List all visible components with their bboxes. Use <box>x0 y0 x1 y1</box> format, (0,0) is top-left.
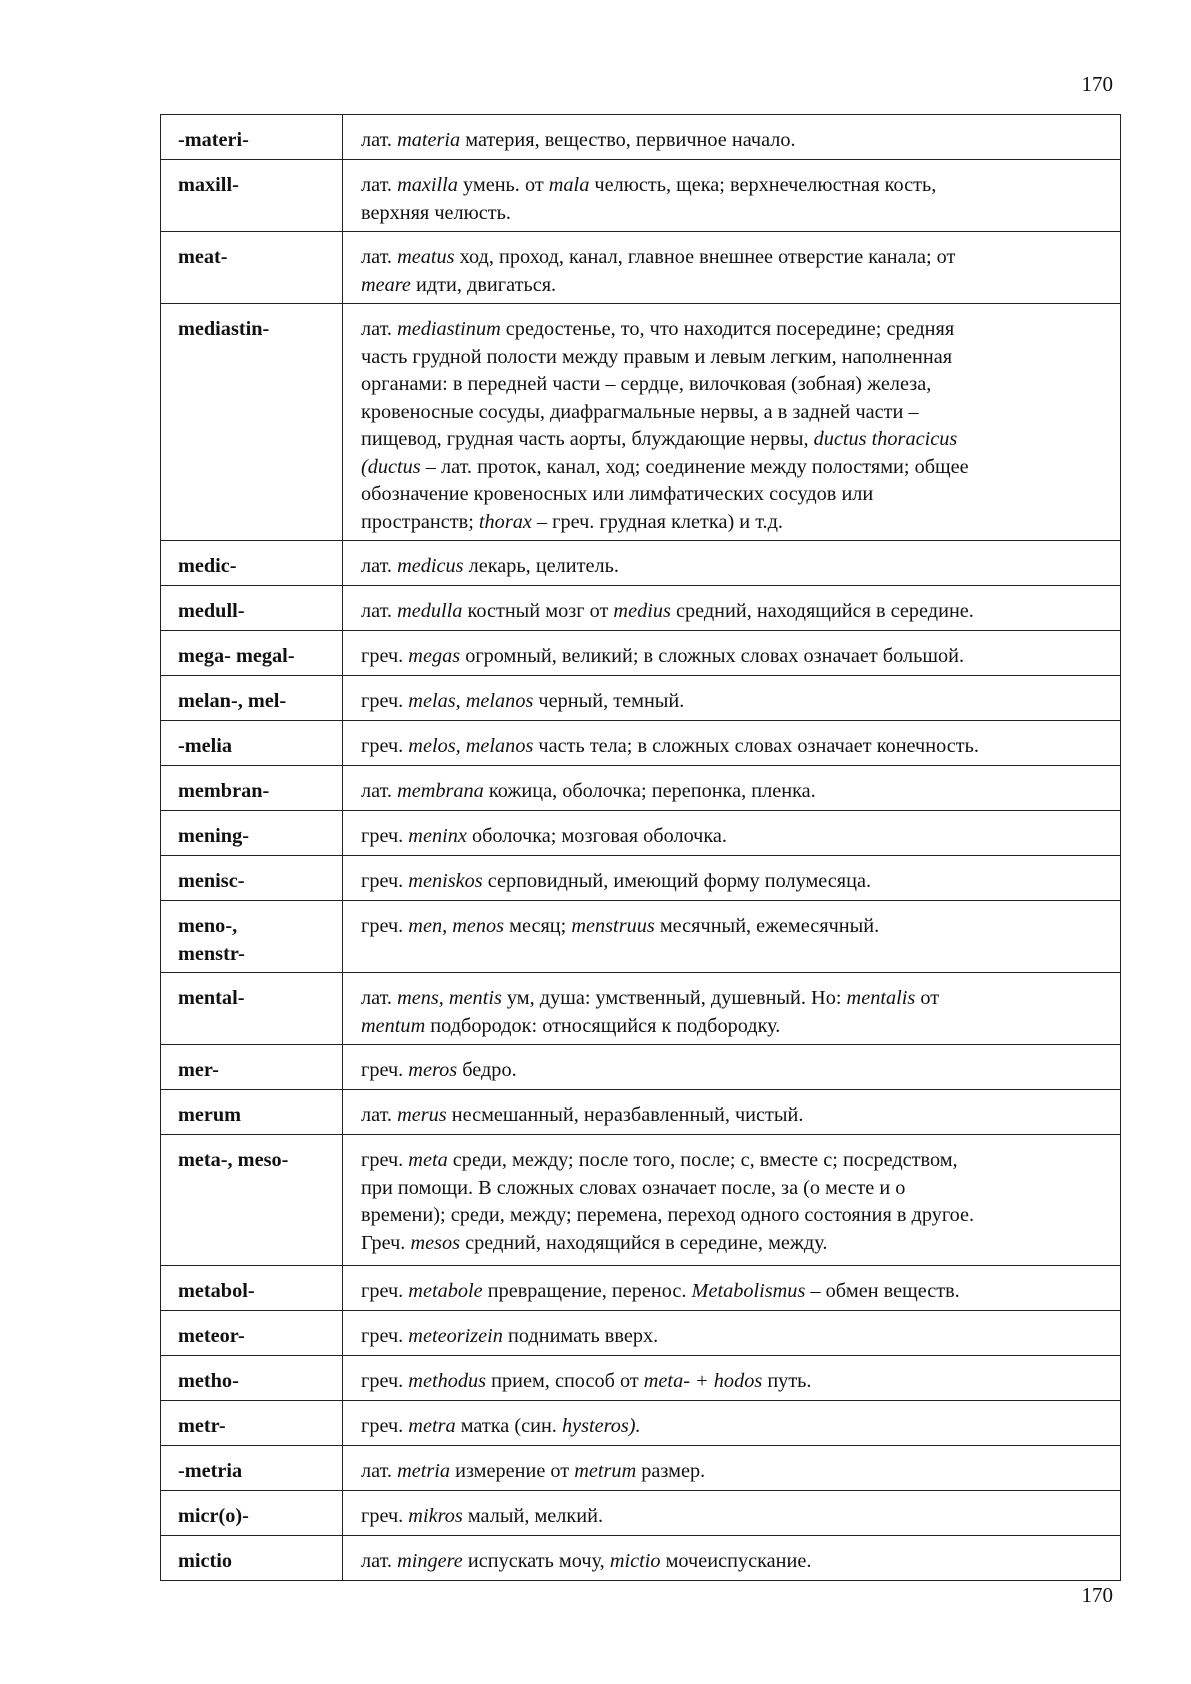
definition-text: месячный, ежемесячный. <box>654 915 880 937</box>
definition-text: Греч. <box>361 1231 411 1254</box>
latin-term: methodus <box>408 1370 487 1392</box>
definition-text: путь. <box>762 1370 812 1392</box>
definition-text: – греч. грудная клетка) и т.д. <box>531 510 783 533</box>
term-cell <box>161 1491 343 1536</box>
definition-text: бедро. <box>457 1059 517 1081</box>
definition-text: от <box>915 987 940 1009</box>
latin-term: meniskos <box>408 870 483 892</box>
table-row <box>161 304 1121 541</box>
definition-line <box>361 733 1116 761</box>
definition-line <box>361 344 1116 372</box>
table-row <box>161 1135 1121 1266</box>
definition-text: греч. <box>361 1415 409 1437</box>
definition-cell <box>343 973 1121 1045</box>
definition-text: челюсть, щека; верхнечелюстная кость, <box>589 174 937 196</box>
definition-cell <box>343 586 1121 631</box>
latin-term: mictio <box>609 1550 661 1572</box>
latin-term: men, menos <box>408 915 505 937</box>
definition-line <box>361 1458 1116 1486</box>
definition-cell <box>343 1491 1121 1536</box>
table-row <box>161 901 1121 973</box>
definition-text: огромный, великий; в сложных словах означает большой. <box>460 645 965 667</box>
latin-term: mens, mentis <box>397 987 502 1009</box>
definition-text: костный мозг от <box>462 600 614 622</box>
definition-text: среди, между; после того, после; с, вместе с; посредством, <box>447 1149 958 1171</box>
definition-text: идти, двигаться. <box>410 273 557 296</box>
definition-line <box>361 913 1116 941</box>
definition-text: превращение, перенос. <box>482 1280 692 1302</box>
term-cell <box>161 1311 343 1356</box>
term-cell <box>161 160 343 232</box>
term-text: -metria <box>178 1460 243 1482</box>
term-text: metr- <box>178 1415 226 1437</box>
term-cell <box>161 1401 343 1446</box>
term-text: meat- <box>178 246 228 268</box>
latin-term: ductus thoracicus <box>813 428 958 450</box>
term-text: metabol- <box>178 1280 255 1302</box>
definition-line <box>361 127 1116 155</box>
page-number-top: 170 <box>1081 72 1113 96</box>
term-cell <box>161 676 343 721</box>
term-text: micr(o)- <box>178 1505 249 1527</box>
definition-text: лат. <box>361 1104 398 1126</box>
definition-text: измерение от <box>450 1460 575 1482</box>
definition-line <box>361 1278 1116 1306</box>
page-number-bottom: 170 <box>1081 1583 1113 1607</box>
definition-cell <box>343 901 1121 973</box>
term-text: menisc- <box>178 870 245 892</box>
term-cell <box>161 1135 343 1266</box>
definition-text: испускать мочу, <box>462 1550 610 1572</box>
latin-term: hysteros). <box>561 1415 641 1437</box>
definition-text: малый, мелкий. <box>462 1505 604 1527</box>
table-row <box>161 1045 1121 1090</box>
table-row <box>161 811 1121 856</box>
latin-term: mentalis <box>846 987 916 1009</box>
definition-text: греч. <box>361 1370 409 1392</box>
definition-cell <box>343 676 1121 721</box>
latin-term: metrum <box>574 1460 637 1482</box>
table-row <box>161 676 1121 721</box>
definition-text: верхняя челюсть. <box>361 201 511 224</box>
definition-text: мочеиспускание. <box>660 1550 812 1572</box>
table-row <box>161 766 1121 811</box>
definition-text: часть грудной полости между правым и левым легким, наполненная <box>361 345 953 368</box>
latin-term: Metabolismus <box>691 1280 806 1302</box>
dictionary-table <box>160 114 1121 1581</box>
term-text: medull- <box>178 600 245 622</box>
definition-line <box>361 1548 1116 1576</box>
table-row <box>161 721 1121 766</box>
definition-text: времени); среди, между; перемена, переход одного состояния в другое. <box>361 1204 975 1226</box>
term-cell <box>161 1266 343 1311</box>
term-cell <box>161 973 343 1045</box>
term-cell <box>161 766 343 811</box>
term-cell <box>161 1356 343 1401</box>
definition-line <box>361 1503 1116 1531</box>
table-row <box>161 232 1121 304</box>
term-cell <box>161 541 343 586</box>
table-row <box>161 160 1121 232</box>
table-row <box>161 1311 1121 1356</box>
definition-text: лат. <box>361 555 398 577</box>
definition-text: греч. <box>361 1149 409 1171</box>
latin-term: mesos <box>410 1231 461 1254</box>
definition-text: лат. <box>361 174 398 196</box>
definition-text: прием, способ от <box>486 1370 644 1392</box>
table-row <box>161 1090 1121 1135</box>
term-cell <box>161 304 343 541</box>
table-row <box>161 1446 1121 1491</box>
term-cell <box>161 1446 343 1491</box>
definition-text: греч. <box>361 690 409 712</box>
term-text: merum <box>178 1104 242 1126</box>
table-row <box>161 973 1121 1045</box>
definition-line <box>361 1323 1116 1351</box>
latin-term: medicus <box>397 555 464 577</box>
definition-line <box>361 598 1116 626</box>
definition-cell <box>343 304 1121 541</box>
term-text: metho- <box>178 1370 239 1392</box>
definition-line <box>361 1057 1116 1085</box>
definition-line <box>361 1413 1116 1441</box>
definition-cell <box>343 811 1121 856</box>
definition-line <box>361 509 1116 537</box>
definition-text: черный, темный. <box>533 690 685 712</box>
latin-term: mala <box>548 174 590 196</box>
latin-term: meatus <box>397 246 455 268</box>
latin-term: thorax <box>478 510 532 533</box>
latin-term: melos, melanos <box>408 735 534 757</box>
definition-line <box>361 1368 1116 1396</box>
term-text: meta-, meso- <box>178 1149 289 1171</box>
definition-text: средостенье, то, что находится посередине; средняя <box>500 318 955 340</box>
table-row <box>161 1491 1121 1536</box>
definition-cell <box>343 115 1121 160</box>
term-cell <box>161 1045 343 1090</box>
latin-term: meninx <box>408 825 467 847</box>
definition-text: пространств; <box>361 510 479 533</box>
definition-cell <box>343 1045 1121 1090</box>
latin-term: (ductus <box>361 455 421 478</box>
term-cell <box>161 586 343 631</box>
latin-term: medius <box>613 600 671 622</box>
definition-text: поднимать вверх. <box>502 1325 659 1347</box>
definition-text: ход, проход, канал, главное внешнее отверстие канала; от <box>454 246 956 268</box>
table-row <box>161 631 1121 676</box>
table-row <box>161 1401 1121 1446</box>
definition-text: – обмен веществ. <box>805 1280 960 1302</box>
definition-text: лекарь, целитель. <box>463 555 619 577</box>
definition-line <box>361 371 1116 399</box>
term-cell <box>161 811 343 856</box>
definition-text: лат. <box>361 318 398 340</box>
definition-line <box>361 553 1116 581</box>
term-text: maxill- <box>178 174 239 196</box>
latin-term: meta <box>408 1149 448 1171</box>
definition-text: часть тела; в сложных словах означает конечность. <box>533 735 979 757</box>
definition-text: несмешанный, неразбавленный, чистый. <box>446 1104 804 1126</box>
definition-text: при помощи. В сложных словах означает после, за (о месте и о <box>361 1176 906 1199</box>
definition-cell <box>343 1311 1121 1356</box>
latin-term: mingere <box>397 1550 463 1572</box>
definition-line <box>361 1230 1116 1258</box>
definition-text: греч. <box>361 1280 409 1302</box>
table-row <box>161 1266 1121 1311</box>
definition-line <box>361 272 1116 300</box>
definition-line <box>361 200 1116 228</box>
definition-line <box>361 778 1116 806</box>
definition-text: лат. <box>361 246 398 268</box>
definition-text: материя, вещество, первичное начало. <box>460 129 796 151</box>
latin-term: meteorizein <box>408 1325 503 1347</box>
latin-term: menstruus <box>571 915 655 937</box>
term-cell <box>161 1536 343 1581</box>
definition-line <box>361 481 1116 509</box>
table-row <box>161 1536 1121 1581</box>
definition-cell <box>343 766 1121 811</box>
definition-line <box>361 823 1116 851</box>
definition-line <box>361 643 1116 671</box>
definition-cell <box>343 856 1121 901</box>
definition-text: матка (син. <box>455 1415 562 1437</box>
definition-text: подбородок: относящийся к подбородку. <box>425 1014 781 1037</box>
definition-text: греч. <box>361 915 409 937</box>
term-text: mictio <box>178 1550 233 1572</box>
latin-term: maxilla <box>397 174 458 196</box>
definition-cell <box>343 721 1121 766</box>
definition-text: ум, душа: умственный, душевный. Но: <box>501 987 847 1009</box>
term-cell <box>161 115 343 160</box>
definition-cell <box>343 1446 1121 1491</box>
term-text: medic- <box>178 555 237 577</box>
term-cell <box>161 1090 343 1135</box>
latin-term: metria <box>397 1460 451 1482</box>
term-text: mega- megal- <box>178 645 295 667</box>
latin-term: metra <box>408 1415 456 1437</box>
latin-term: merus <box>397 1104 447 1126</box>
definition-line <box>361 1175 1116 1203</box>
term-text: membran- <box>178 780 270 802</box>
term-text: meno-, <box>178 915 238 937</box>
definition-text: греч. <box>361 1325 409 1347</box>
term-text: -melia <box>178 735 233 757</box>
definition-text: – лат. проток, канал, ход; соединение между полостями; общее <box>420 455 969 478</box>
definition-line <box>361 1202 1116 1230</box>
definition-line <box>361 985 1116 1013</box>
definition-line <box>361 454 1116 482</box>
definition-text: лат. <box>361 780 398 802</box>
term-text: meteor- <box>178 1325 245 1347</box>
definition-cell <box>343 1090 1121 1135</box>
definition-line <box>361 1013 1116 1041</box>
definition-text: лат. <box>361 129 398 151</box>
term-cell <box>161 631 343 676</box>
term-text: mediastin- <box>178 318 270 340</box>
definition-text: средний, находящийся в середине, между. <box>460 1231 828 1254</box>
latin-term: mediastinum <box>397 318 501 340</box>
definition-line <box>361 172 1116 200</box>
latin-term: metabole <box>408 1280 483 1302</box>
definition-line <box>361 1102 1116 1130</box>
definition-cell <box>343 631 1121 676</box>
definition-text: греч. <box>361 1059 409 1081</box>
definition-cell <box>343 1401 1121 1446</box>
latin-term: materia <box>397 129 461 151</box>
table-row <box>161 1356 1121 1401</box>
latin-term: melas, melanos <box>408 690 534 712</box>
definition-text: лат. <box>361 600 398 622</box>
definition-cell <box>343 160 1121 232</box>
latin-term: meta- + hodos <box>643 1370 763 1392</box>
definition-text: греч. <box>361 870 409 892</box>
term-cell <box>161 901 343 973</box>
definition-text: лат. <box>361 987 398 1009</box>
definition-text: греч. <box>361 735 409 757</box>
definition-cell <box>343 232 1121 304</box>
definition-text: кожица, оболочка; перепонка, пленка. <box>483 780 816 802</box>
term-text: mening- <box>178 825 249 847</box>
term-cell <box>161 232 343 304</box>
definition-text: греч. <box>361 825 409 847</box>
definition-text: греч. <box>361 645 409 667</box>
definition-line <box>361 316 1116 344</box>
latin-term: medulla <box>397 600 463 622</box>
definition-text: лат. <box>361 1550 398 1572</box>
definition-text: органами: в передней части – сердце, вилочковая (зобная) железа, <box>361 373 932 395</box>
definition-text: греч. <box>361 1505 409 1527</box>
term-text: menstr- <box>178 942 245 965</box>
table-row <box>161 541 1121 586</box>
term-text: melan-, mel- <box>178 690 287 712</box>
definition-text: средний, находящийся в середине. <box>670 600 974 622</box>
latin-term: megas <box>408 645 461 667</box>
term-text: -materi- <box>178 129 249 151</box>
definition-line <box>361 426 1116 454</box>
definition-cell <box>343 1266 1121 1311</box>
table-row <box>161 586 1121 631</box>
latin-term: meros <box>408 1059 458 1081</box>
table-row <box>161 856 1121 901</box>
term-cell <box>161 856 343 901</box>
latin-term: membrana <box>397 780 484 802</box>
definition-line <box>361 399 1116 427</box>
latin-term: mikros <box>408 1505 463 1527</box>
table-row <box>161 115 1121 160</box>
definition-text: лат. <box>361 1460 398 1482</box>
term-text: mental- <box>178 987 245 1009</box>
definition-line <box>361 1147 1116 1175</box>
definition-text: умень. от <box>457 174 549 196</box>
definition-text: пищевод, грудная часть аорты, блуждающие нервы, <box>361 428 814 450</box>
definition-text: серповидный, имеющий форму полумесяца. <box>482 870 872 892</box>
latin-term: mentum <box>361 1014 426 1037</box>
definition-cell <box>343 1536 1121 1581</box>
definition-cell <box>343 1135 1121 1266</box>
definition-cell <box>343 1356 1121 1401</box>
definition-text: кровеносные сосуды, диафрагмальные нервы, а в задней части – <box>361 400 919 423</box>
definition-text: оболочка; мозговая оболочка. <box>466 825 728 847</box>
definition-text: обозначение кровеносных или лимфатических сосудов или <box>361 483 874 505</box>
definition-cell <box>343 541 1121 586</box>
definition-line <box>361 688 1116 716</box>
term-cell <box>161 721 343 766</box>
latin-term: meare <box>361 273 411 296</box>
definition-line <box>361 244 1116 272</box>
definition-text: размер. <box>636 1460 706 1482</box>
term-text: mer- <box>178 1059 219 1081</box>
definition-line <box>361 868 1116 896</box>
definition-text: месяц; <box>504 915 572 937</box>
